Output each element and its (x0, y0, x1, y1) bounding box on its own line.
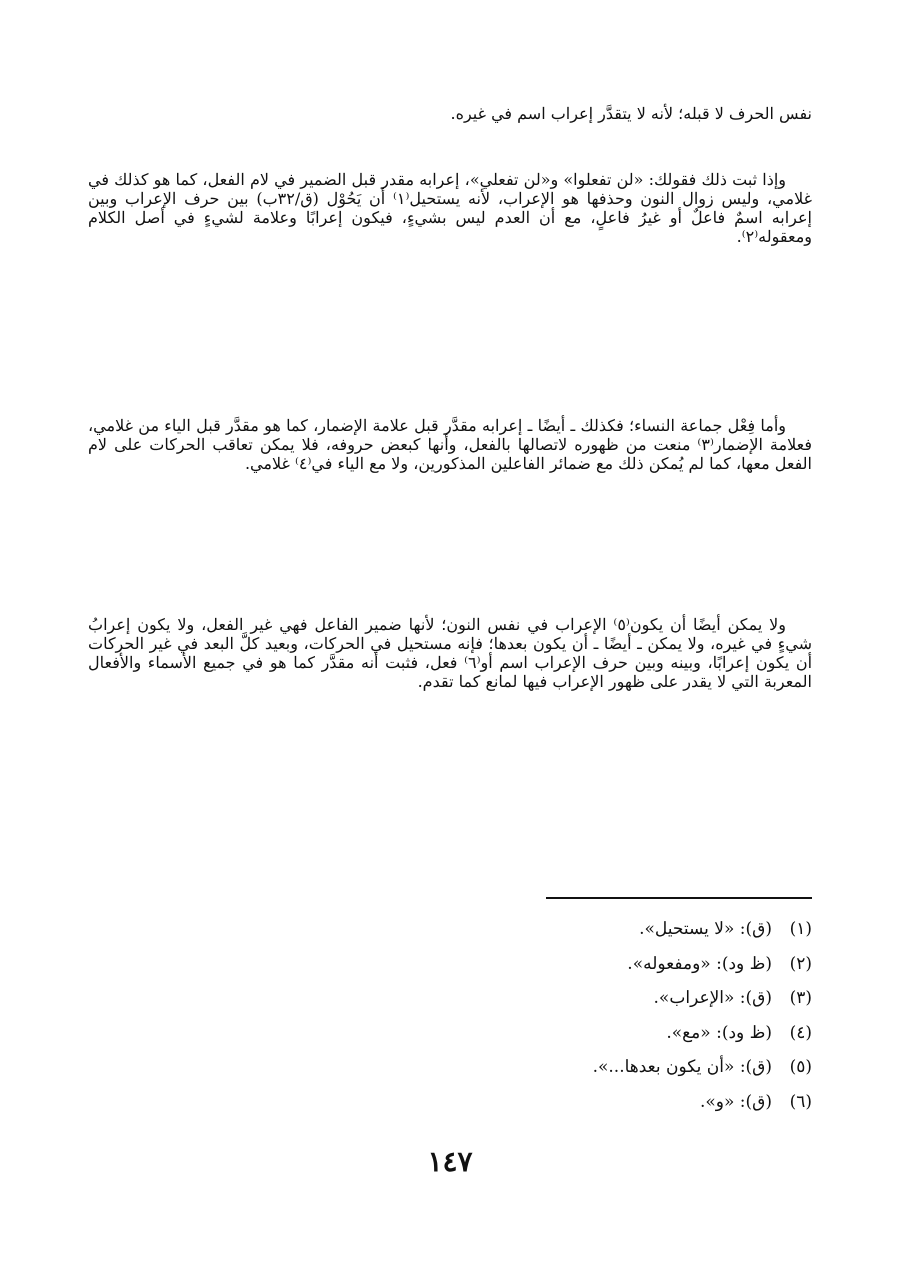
footnote-separator (546, 897, 812, 899)
footnote-number: (٣) (789, 988, 812, 1008)
footnote-item (88, 1085, 812, 1120)
footnote-text: (ق): «و». (699, 1091, 772, 1112)
footnote-number: (٤) (789, 1022, 812, 1043)
footnote-number: (٦) (789, 1091, 812, 1112)
footnote-number: (١) (789, 919, 812, 939)
footnote-text: (ق): «أن يكون بعدها...». (592, 1057, 772, 1077)
footnote-item (88, 1050, 812, 1085)
footnote-text: (ق): «الإعراب». (653, 988, 772, 1008)
footnote-text: (ظ ود): «ومفعوله». (627, 953, 772, 974)
footnote-item (88, 947, 812, 982)
paragraph-2: وإذا ثبت ذلك فقولك: «لن تفعلوا» و«لن تفعلي»، إعرابه مقدر قبل الضمير في لام الفعل، كما هو كذلك في غلامي، وليس زوال النون وحذفها هو الإعراب، لأنه يستحيل⁽١⁾ أن يَحُوْل (ق/٣٢ب) بين حرف الإعراب وبين إعرابه اسمٌ فاعلٌ أو غيرُ فاعلٍ، مع أن العدم ليس بشيءٍ، فيكون إعرابًا وعلامة لشيءٍ في أصل الكلام ومعقوله⁽٢⁾. (88, 170, 813, 246)
footnote-text: (ق): «لا يستحيل». (639, 919, 772, 939)
footnote-number: (٥) (789, 1057, 812, 1077)
footnote-item (88, 1016, 812, 1051)
footnote-item (88, 912, 812, 947)
paragraph-4: ولا يمكن أيضًا أن يكون⁽٥⁾ الإعراب في نفس النون؛ لأنها ضمير الفاعل فهي غير الفعل، ولا يكون إعرابُ شيءٍ في غيره، ولا يمكن ـ أيضًا ـ أن يكون بعدها؛ فإنه مستحيل في الحركات، وبعيد كلَّ البعد في غير الحركات أن يكون إعرابًا، وبينه وبين حرف الإعراب اسم أو⁽٦⁾ فعل، فثبت أنه مقدَّر كما هو في جميع الأسماء والأفعال المعربة التي لا يقدر على ظهور الإعراب فيها لمانع كما تقدم. (88, 615, 813, 691)
footnote-text: (ظ ود): «مع». (666, 1022, 772, 1043)
page-number: ١٤٧ (427, 1145, 473, 1178)
paragraph-1: نفس الحرف لا قبله؛ لأنه لا يتقدَّر إعراب اسم في غيره. (450, 104, 812, 123)
footnote-item (88, 981, 812, 1016)
paragraph-3: وأما فِعْل جماعة النساء؛ فكذلك ـ أيضًا ـ إعرابه مقدَّر قبل علامة الإضمار، كما هو مقدَّر قبل الياء من غلامي، فعلامة الإضمار⁽٣⁾ منعت من ظهوره لاتصالها بالفعل، وأنها كبعض حروفه، فلا يمكن تعاقب الحركات على لام الفعل معها، كما لم يُمكن ذلك مع ضمائر الفاعلين المذكورين، ولا مع الياء في⁽٤⁾ غلامي. (88, 416, 812, 473)
footnotes-list (88, 912, 812, 1119)
footnote-number: (٢) (789, 953, 812, 974)
